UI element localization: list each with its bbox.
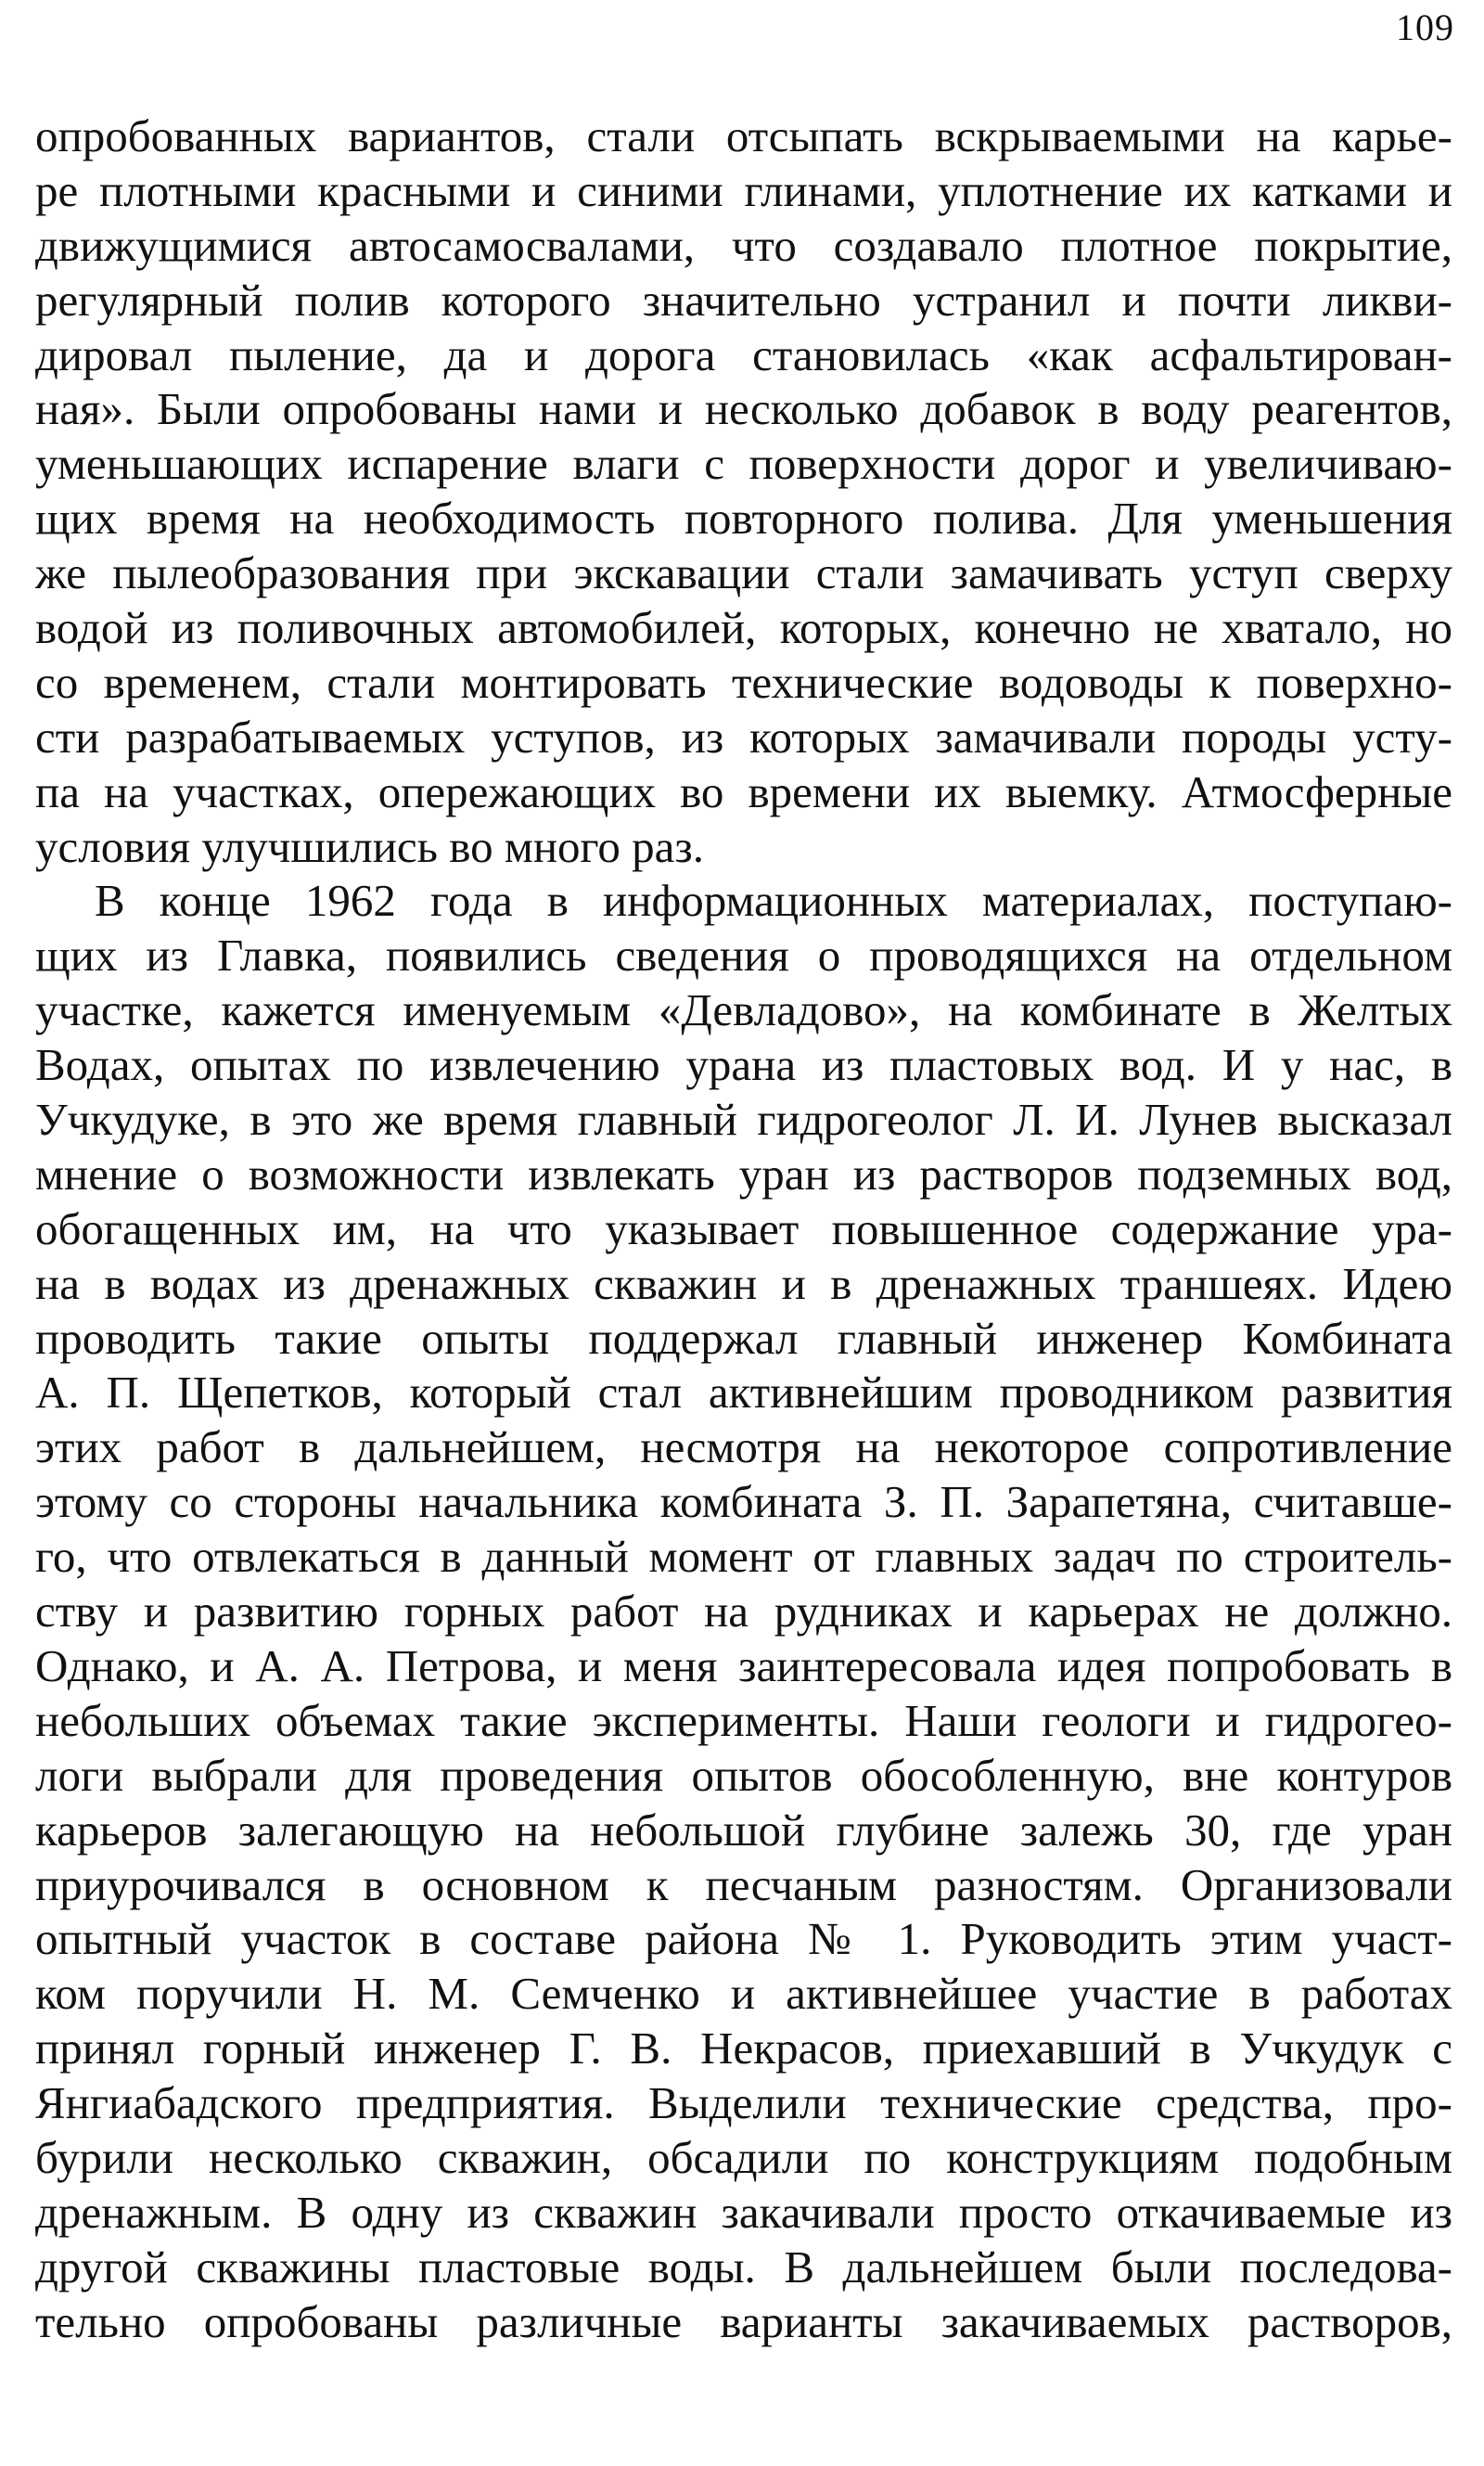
text-line: А. П. Щепетков, который стал активнейшим проводником развития — [35, 1367, 1452, 1419]
text-line: тельно опробованы различные варианты закачиваемых растворов, — [35, 2295, 1452, 2347]
text-line: опытный участок в составе района № 1. Руководить этим участ- — [35, 1913, 1452, 1965]
text-line: условия улучшились во много раз. — [35, 820, 705, 872]
text-line: Однако, и А. А. Петрова, и меня заинтересовала идея попробовать в — [35, 1639, 1452, 1691]
text-line: принял горный инженер Г. В. Некрасов, приехавший в Учкудук с — [35, 2023, 1452, 2074]
text-line: В конце 1962 года в информационных материалах, поступаю- — [95, 875, 1452, 927]
text-line: щих из Главка, появились сведения о проводящихся на отдельном — [35, 930, 1452, 982]
text-line: го, что отвлекаться в данный момент от главных задач по строитель- — [35, 1531, 1452, 1583]
text-line: участке, кажется именуемым «Девладово», на комбинате в Желтых — [35, 984, 1452, 1036]
body-text — [35, 109, 1452, 2350]
text-line: этому со стороны начальника комбината З. П. Зарапетяна, считавше- — [35, 1476, 1452, 1528]
text-line: на в водах из дренажных скважин и в дренажных траншеях. Идею — [35, 1257, 1452, 1309]
text-line: другой скважины пластовые воды. В дальнейшем были последова- — [35, 2241, 1452, 2293]
page-number: 109 — [1396, 6, 1454, 48]
text-line: ре плотными красными и синими глинами, уплотнение их катками и — [35, 164, 1452, 216]
text-line: движущимися автосамосвалами, что создавало плотное покрытие, — [35, 219, 1452, 271]
text-line: же пылеобразования при экскавации стали замачивать уступ сверху — [35, 547, 1452, 599]
text-line: со временем, стали монтировать технические водоводы к поверхно- — [35, 656, 1452, 708]
text-line: обогащенных им, на что указывает повышенное содержание ура- — [35, 1202, 1452, 1254]
text-line: щих время на необходимость повторного полива. Для уменьшения — [35, 493, 1452, 545]
text-line: дировал пыление, да и дорога становилась «как асфальтирован- — [35, 328, 1452, 380]
text-line: опробованных вариантов, стали отсыпать вскрываемыми на карье- — [35, 110, 1452, 161]
text-line: Янгиабадского предприятия. Выделили технические средства, про- — [35, 2077, 1452, 2129]
text-line: Водах, опытах по извлечению урана из пластовых вод. И у нас, в — [35, 1039, 1452, 1091]
text-line: ная». Были опробованы нами и несколько добавок в воду реагентов, — [35, 383, 1452, 435]
text-line: дренажным. В одну из скважин закачивали просто откачиваемые из — [35, 2186, 1452, 2238]
text-line: логи выбрали для проведения опытов обособленную, вне контуров — [35, 1749, 1452, 1801]
paragraph-1 — [35, 109, 1452, 874]
text-line: бурили несколько скважин, обсадили по конструкциям подобным — [35, 2131, 1452, 2183]
text-line: проводить такие опыты поддержал главный инженер Комбината — [35, 1312, 1452, 1364]
paragraph-2 — [35, 874, 1452, 2349]
text-line: водой из поливочных автомобилей, которых, конечно не хватало, но — [35, 602, 1452, 654]
text-line: уменьшающих испарение влаги с поверхности дорог и увеличиваю- — [35, 438, 1452, 490]
text-line: ству и развитию горных работ на рудниках и карьерах не должно. — [35, 1586, 1452, 1638]
text-line: небольших объемах такие эксперименты. Наши геологи и гидрогео- — [35, 1694, 1452, 1746]
text-line: приурочивался в основном к песчаным разностям. Организовали — [35, 1858, 1452, 1910]
text-line: этих работ в дальнейшем, несмотря на некоторое сопротивление — [35, 1421, 1452, 1473]
text-line: Учкудуке, в это же время главный гидрогеолог Л. И. Лунев высказал — [35, 1094, 1452, 1146]
text-line: карьеров залегающую на небольшой глубине залежь 30, где уран — [35, 1804, 1452, 1856]
text-line: ком поручили Н. М. Семченко и активнейшее участие в работах — [35, 1968, 1452, 2020]
text-line: регулярный полив которого значительно устранил и почти ликви- — [35, 274, 1452, 326]
text-line: мнение о возможности извлекать уран из растворов подземных вод, — [35, 1148, 1452, 1200]
text-line: сти разрабатываемых уступов, из которых замачивали породы усту- — [35, 711, 1452, 763]
text-line: па на участках, опережающих во времени их выемку. Атмосферные — [35, 765, 1452, 817]
